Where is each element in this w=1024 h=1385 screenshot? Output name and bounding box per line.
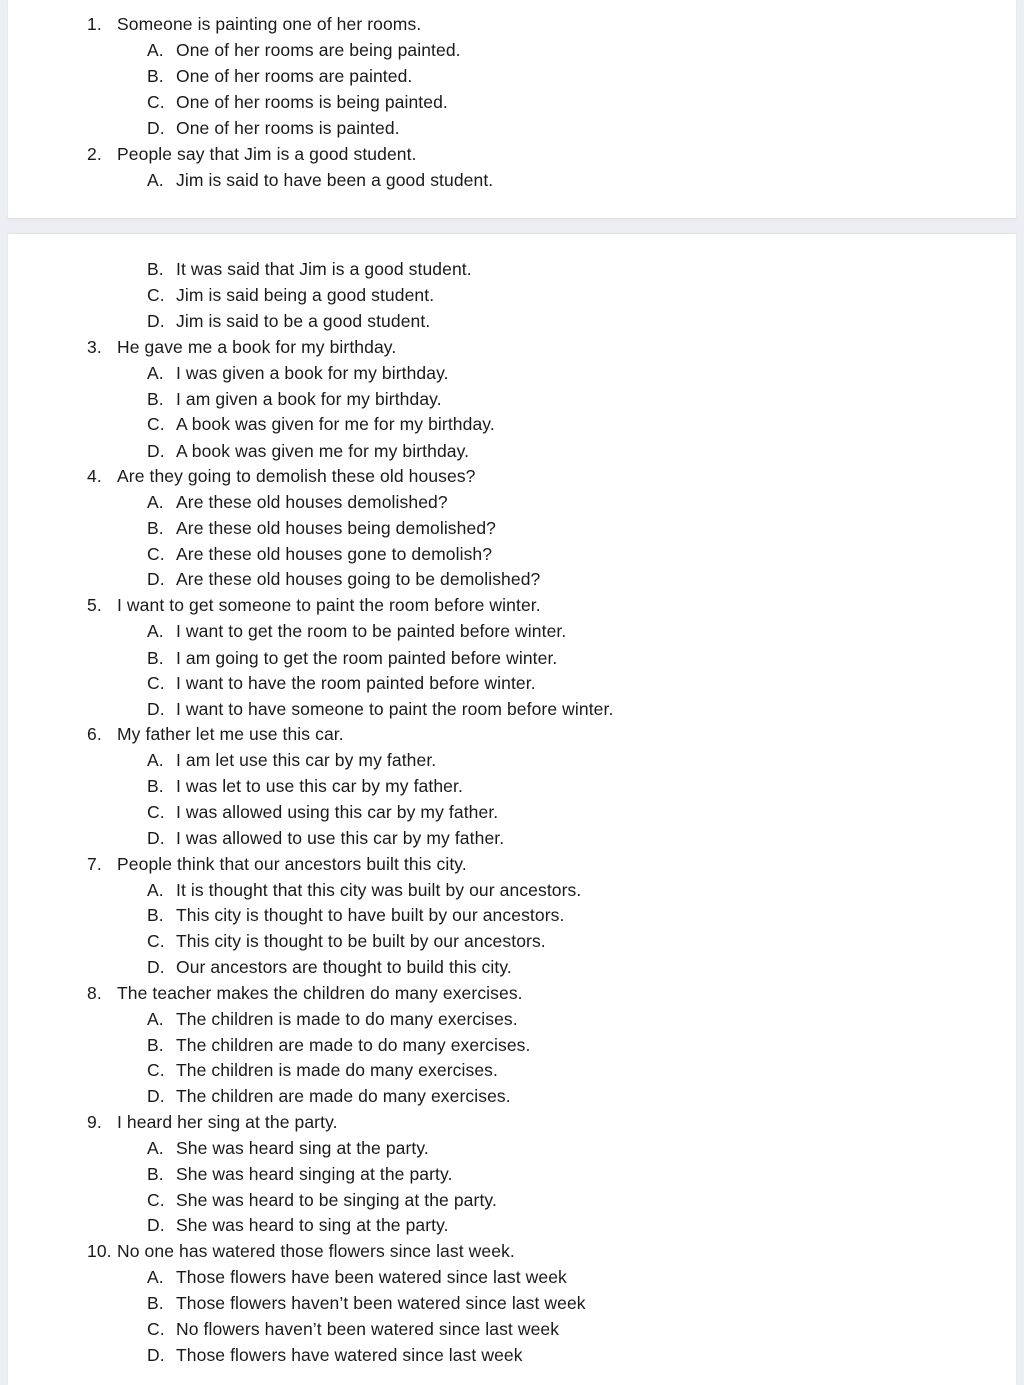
- question-9-option-a: [147, 1137, 847, 1159]
- option-label: B.: [147, 1035, 164, 1055]
- question-number: 9.: [87, 1112, 102, 1132]
- option-text: Jim is said being a good student.: [176, 285, 435, 305]
- option-text: Are these old houses being demolished?: [176, 518, 496, 538]
- option-text: One of her rooms is being painted.: [176, 92, 448, 112]
- option-label: D.: [147, 1215, 165, 1235]
- question-text: People say that Jim is a good student.: [117, 144, 417, 164]
- option-text: I was allowed using this car by my father.: [176, 802, 499, 822]
- question-1-option-d: [147, 117, 847, 139]
- option-label: A.: [147, 1009, 164, 1029]
- question-5-option-a: [147, 620, 847, 642]
- question-8-option-a: [147, 1008, 847, 1030]
- question-10-option-b: [147, 1292, 847, 1314]
- question-number: 3.: [87, 337, 102, 357]
- option-text: I was given a book for my birthday.: [176, 363, 449, 383]
- question-6-option-b: [147, 775, 847, 797]
- option-text: Those flowers have been watered since last week: [176, 1267, 567, 1287]
- question-text: I want to get someone to paint the room before winter.: [117, 595, 541, 615]
- option-label: B.: [147, 1164, 164, 1184]
- question-4-option-a: [147, 491, 847, 513]
- question-text: Are they going to demolish these old houses?: [117, 466, 476, 486]
- question-6-option-d: [147, 827, 847, 849]
- question-1-option-a: [147, 39, 847, 61]
- question-2-option-b: [147, 258, 847, 280]
- option-text: Jim is said to have been a good student.: [176, 170, 494, 190]
- question-number: 6.: [87, 724, 102, 744]
- question-7-option-a: [147, 879, 847, 901]
- option-label: C.: [147, 544, 165, 564]
- option-text: No flowers haven’t been watered since last week: [176, 1319, 560, 1339]
- option-label: D.: [147, 441, 165, 461]
- question-number: 1.: [87, 14, 102, 34]
- question-8-option-c: [147, 1059, 847, 1081]
- option-text: This city is thought to be built by our ancestors.: [176, 931, 546, 951]
- question-9-option-b: [147, 1163, 847, 1185]
- question-7: [87, 853, 787, 875]
- question-5-option-c: [147, 672, 847, 694]
- option-text: She was heard to be singing at the party.: [176, 1190, 497, 1210]
- question-5-option-b: [147, 647, 847, 669]
- option-text: The children are made do many exercises.: [176, 1086, 511, 1106]
- option-text: She was heard singing at the party.: [176, 1164, 453, 1184]
- option-text: One of her rooms are painted.: [176, 66, 413, 86]
- option-label: A.: [147, 363, 164, 383]
- option-label: D.: [147, 1086, 165, 1106]
- option-label: A.: [147, 621, 164, 641]
- option-label: D.: [147, 699, 165, 719]
- option-text: It was said that Jim is a good student.: [176, 259, 472, 279]
- question-2: [87, 143, 787, 165]
- option-text: A book was given me for my birthday.: [176, 441, 470, 461]
- option-label: C.: [147, 1060, 165, 1080]
- question-5: [87, 594, 787, 616]
- option-label: C.: [147, 931, 165, 951]
- question-1-option-c: [147, 91, 847, 113]
- option-text: This city is thought to have built by our ancestors.: [176, 905, 565, 925]
- option-text: Are these old houses gone to demolish?: [176, 544, 493, 564]
- question-10-option-c: [147, 1318, 847, 1340]
- question-4-option-b: [147, 517, 847, 539]
- question-number: 4.: [87, 466, 102, 486]
- option-label: C.: [147, 802, 165, 822]
- question-number: 7.: [87, 854, 102, 874]
- question-9-option-c: [147, 1189, 847, 1211]
- question-6: [87, 723, 787, 745]
- option-label: D.: [147, 311, 165, 331]
- question-2-option-a: [147, 169, 847, 191]
- question-8-option-b: [147, 1034, 847, 1056]
- question-text: I heard her sing at the party.: [117, 1112, 338, 1132]
- option-label: B.: [147, 259, 164, 279]
- option-label: C.: [147, 1319, 165, 1339]
- option-text: I am going to get the room painted before winter.: [176, 648, 558, 668]
- option-text: Are these old houses going to be demolished?: [176, 569, 541, 589]
- question-7-option-b: [147, 904, 847, 926]
- option-text: The children is made do many exercises.: [176, 1060, 498, 1080]
- option-label: B.: [147, 905, 164, 925]
- option-text: Those flowers haven’t been watered since last week: [176, 1293, 586, 1313]
- option-label: D.: [147, 1345, 165, 1365]
- question-2-option-d: [147, 310, 847, 332]
- question-text: Someone is painting one of her rooms.: [117, 14, 422, 34]
- option-text: I want to get the room to be painted before winter.: [176, 621, 567, 641]
- option-label: D.: [147, 118, 165, 138]
- option-label: A.: [147, 1267, 164, 1287]
- option-label: D.: [147, 957, 165, 977]
- option-label: C.: [147, 414, 165, 434]
- option-text: One of her rooms are being painted.: [176, 40, 461, 60]
- question-4-option-c: [147, 543, 847, 565]
- question-number: 5.: [87, 595, 102, 615]
- option-label: A.: [147, 880, 164, 900]
- option-text: I am given a book for my birthday.: [176, 389, 442, 409]
- question-5-option-d: [147, 698, 847, 720]
- question-6-option-a: [147, 749, 847, 771]
- question-9: [87, 1111, 787, 1133]
- question-2-option-c: [147, 284, 847, 306]
- question-1-option-b: [147, 65, 847, 87]
- question-number: 2.: [87, 144, 102, 164]
- option-text: Are these old houses demolished?: [176, 492, 448, 512]
- option-text: The children is made to do many exercises.: [176, 1009, 518, 1029]
- question-3-option-b: [147, 388, 847, 410]
- option-text: Our ancestors are thought to build this city.: [176, 957, 512, 977]
- question-10-option-a: [147, 1266, 847, 1288]
- question-text: The teacher makes the children do many exercises.: [117, 983, 523, 1003]
- question-7-option-d: [147, 956, 847, 978]
- option-label: A.: [147, 750, 164, 770]
- question-10: [87, 1240, 787, 1262]
- question-3-option-d: [147, 440, 847, 462]
- option-label: B.: [147, 66, 164, 86]
- option-label: D.: [147, 569, 165, 589]
- question-3-option-a: [147, 362, 847, 384]
- question-6-option-c: [147, 801, 847, 823]
- question-1: [87, 13, 787, 35]
- option-text: I am let use this car by my father.: [176, 750, 437, 770]
- option-text: Jim is said to be a good student.: [176, 311, 431, 331]
- question-text: My father let me use this car.: [117, 724, 344, 744]
- question-4-option-d: [147, 568, 847, 590]
- option-text: She was heard sing at the party.: [176, 1138, 429, 1158]
- question-9-option-d: [147, 1214, 847, 1236]
- option-text: I want to have someone to paint the room before winter.: [176, 699, 614, 719]
- option-label: B.: [147, 648, 164, 668]
- option-label: A.: [147, 170, 164, 190]
- question-text: He gave me a book for my birthday.: [117, 337, 397, 357]
- question-10-option-d: [147, 1344, 847, 1366]
- option-text: Those flowers have watered since last week: [176, 1345, 523, 1365]
- option-text: I was allowed to use this car by my father.: [176, 828, 505, 848]
- option-text: One of her rooms is painted.: [176, 118, 400, 138]
- option-label: C.: [147, 92, 165, 112]
- option-label: A.: [147, 492, 164, 512]
- question-number: 10.: [87, 1241, 112, 1261]
- question-3: [87, 336, 787, 358]
- option-label: C.: [147, 1190, 165, 1210]
- option-label: C.: [147, 285, 165, 305]
- option-label: C.: [147, 673, 165, 693]
- question-3-option-c: [147, 413, 847, 435]
- option-text: A book was given for me for my birthday.: [176, 414, 495, 434]
- question-text: No one has watered those flowers since last week.: [117, 1241, 515, 1261]
- question-8: [87, 982, 787, 1004]
- option-text: I was let to use this car by my father.: [176, 776, 463, 796]
- option-label: D.: [147, 828, 165, 848]
- option-label: B.: [147, 389, 164, 409]
- option-text: I want to have the room painted before winter.: [176, 673, 536, 693]
- question-text: People think that our ancestors built this city.: [117, 854, 467, 874]
- option-label: B.: [147, 776, 164, 796]
- question-8-option-d: [147, 1085, 847, 1107]
- question-number: 8.: [87, 983, 102, 1003]
- question-7-option-c: [147, 930, 847, 952]
- option-text: The children are made to do many exercises.: [176, 1035, 531, 1055]
- option-text: It is thought that this city was built by our ancestors.: [176, 880, 582, 900]
- question-4: [87, 465, 787, 487]
- option-text: She was heard to sing at the party.: [176, 1215, 449, 1235]
- option-label: B.: [147, 518, 164, 538]
- option-label: A.: [147, 40, 164, 60]
- option-label: B.: [147, 1293, 164, 1313]
- option-label: A.: [147, 1138, 164, 1158]
